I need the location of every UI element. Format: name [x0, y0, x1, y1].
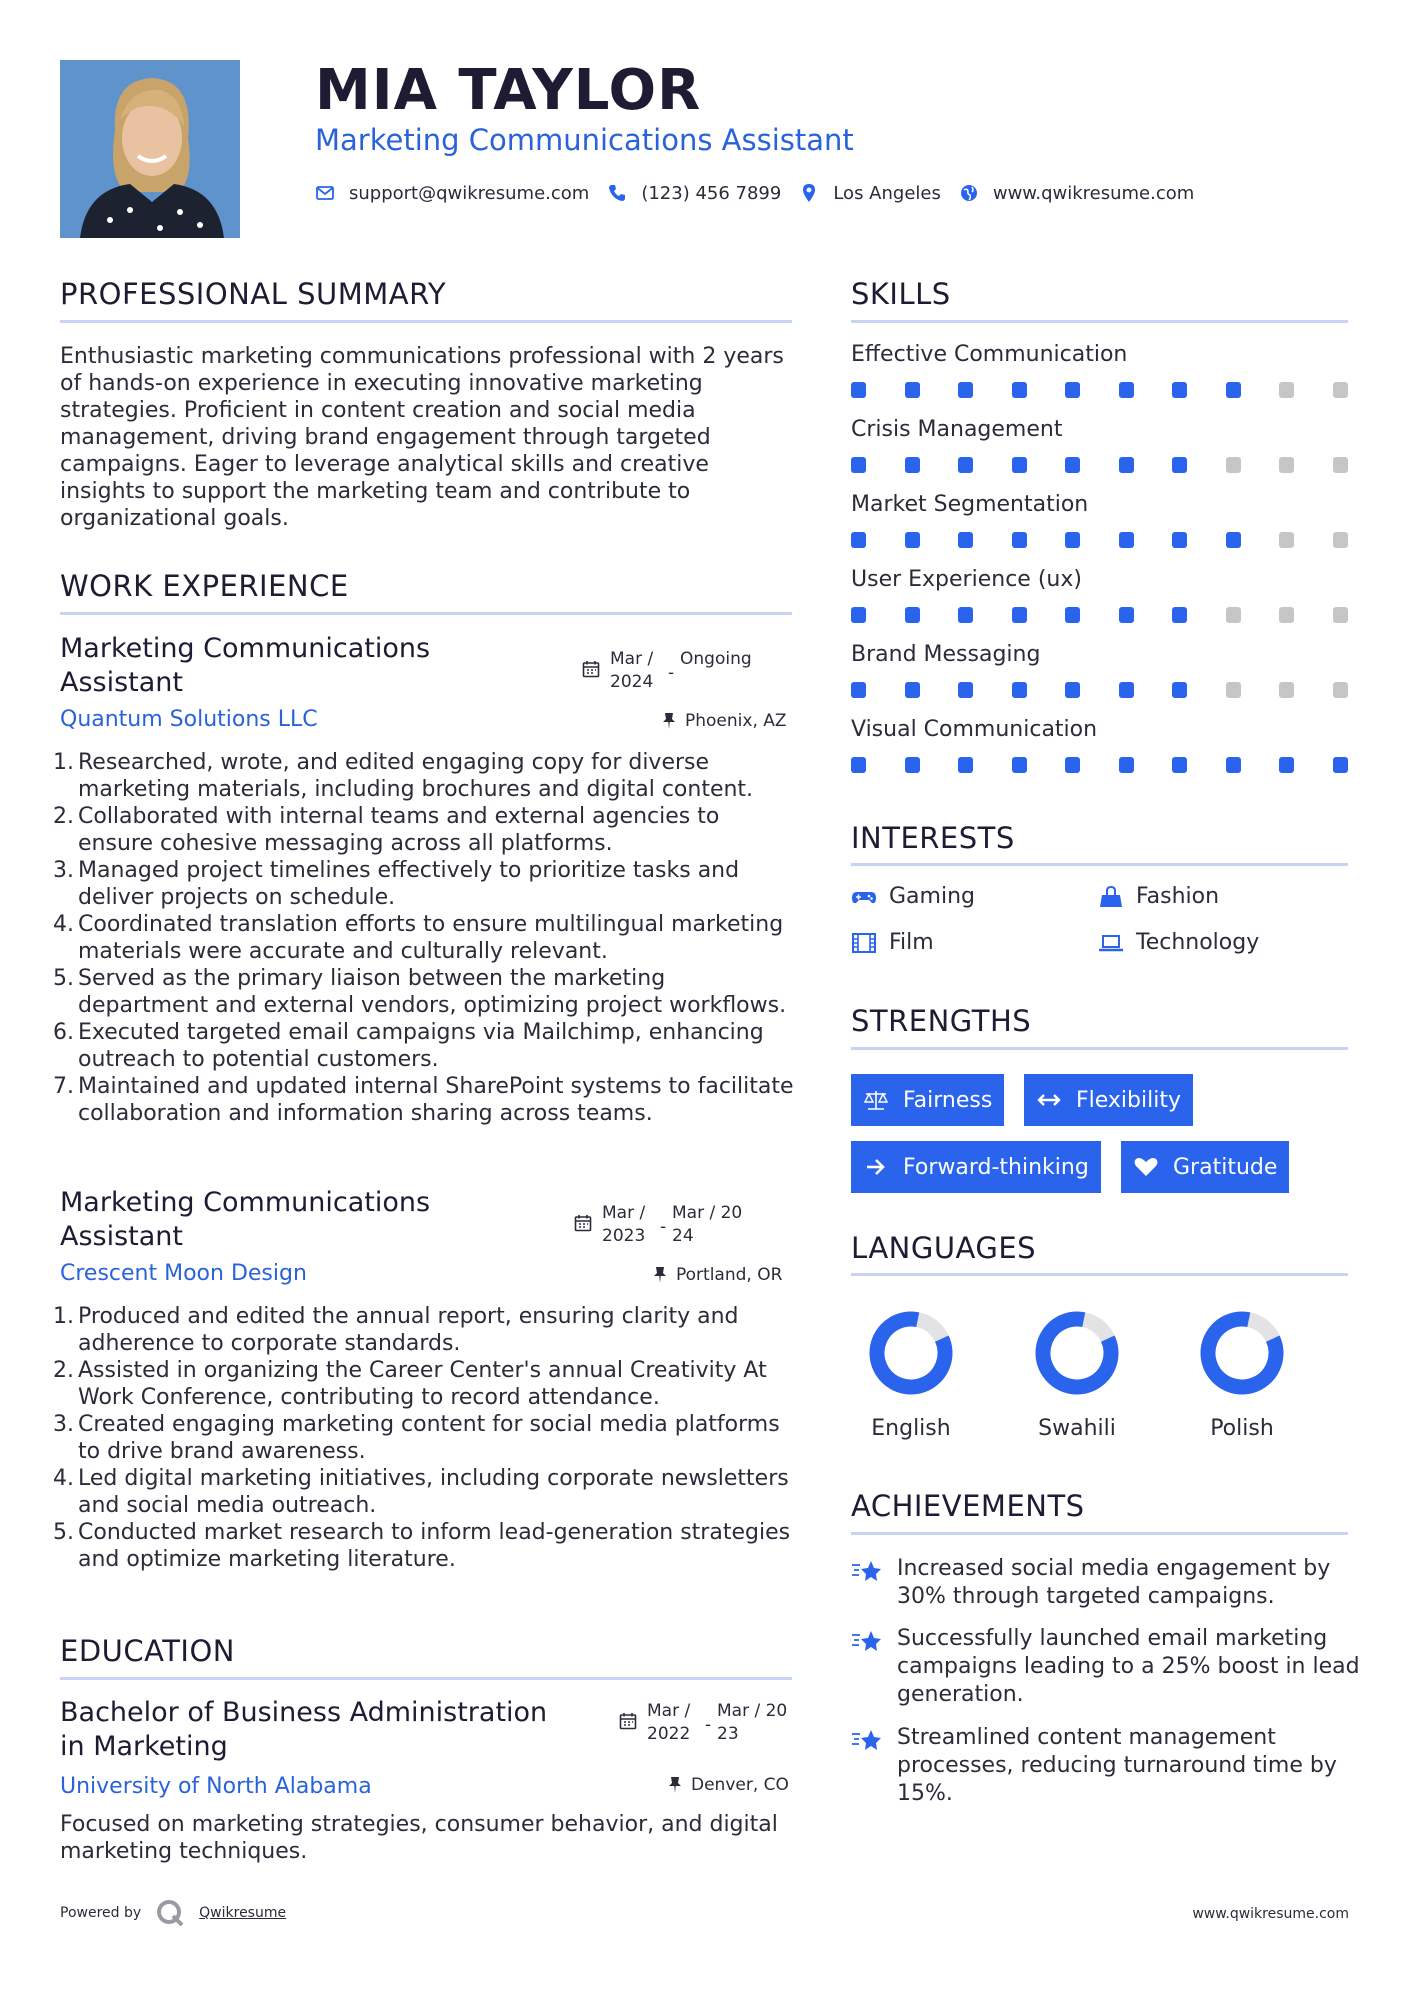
- language-item: [1017, 1310, 1137, 1441]
- job-1-title: Marketing Communications Assistant: [60, 633, 431, 698]
- skill-dot-filled: [1119, 532, 1134, 548]
- skill-rating: [851, 757, 1348, 773]
- strength-badge: Fairness: [851, 1074, 1004, 1126]
- skill-dot-empty: [1333, 607, 1348, 623]
- skill-dot-filled: [1279, 757, 1294, 773]
- list-item: 5. Conducted market research to inform lead-generation strategies and optimize marketing literature.: [53, 1520, 791, 1572]
- job-2-end-date: Mar / 2024: [672, 1203, 743, 1246]
- summary-text: Enthusiastic marketing communications professional with 2 years of hands-on experience in executing innovative marketing strategies. Proficient in content creation and social media management, driving brand engagement through targeted campaigns. Eager to leverage analytical skills and creative insights to support the marketing team and contribute to organizational goals.: [60, 344, 784, 531]
- arrow-right-icon: [863, 1156, 889, 1178]
- skill-dot-filled: [905, 532, 920, 548]
- heart-icon: [1133, 1156, 1159, 1178]
- skill-dot-filled: [1012, 382, 1027, 398]
- interest-item: Film: [851, 930, 934, 955]
- education-description: Focused on marketing strategies, consumer behavior, and digital marketing techniques.: [60, 1812, 778, 1864]
- map-pin-icon: [799, 183, 819, 203]
- experience-divider: [60, 612, 792, 615]
- skill-name: Visual Communication: [851, 717, 1098, 742]
- pushpin-icon: [667, 1776, 683, 1794]
- list-item: 1. Researched, wrote, and edited engaging copy for diverse marketing materials, including brochures and digital content.: [53, 750, 754, 802]
- shopping-bag-icon: [1098, 886, 1124, 908]
- achievement-item: Increased social media engagement by 30% through targeted campaigns.: [851, 1555, 1361, 1611]
- interest-item: Technology: [1098, 930, 1259, 955]
- skill-dot-filled: [958, 757, 973, 773]
- list-item: 3. Managed project timelines effectively to prioritize tasks and deliver projects on schedule.: [53, 858, 740, 910]
- education-location: [667, 1775, 789, 1795]
- skill-dot-filled: [905, 382, 920, 398]
- skill-dot-empty: [1279, 532, 1294, 548]
- skill-dot-empty: [1279, 457, 1294, 473]
- skill-dot-filled: [958, 532, 973, 548]
- date-dash: -: [705, 1715, 712, 1735]
- job-1-start-date: Mar / 2024: [610, 649, 654, 692]
- job-1-bullets: [50, 749, 795, 1127]
- skill-name: Effective Communication: [851, 342, 1128, 367]
- skill-dot-filled: [851, 757, 866, 773]
- school-name[interactable]: University of North Alabama: [60, 1774, 372, 1799]
- contact-email[interactable]: [315, 183, 589, 204]
- contact-row: [315, 178, 1212, 208]
- strengths-divider: [851, 1047, 1348, 1050]
- list-item: 6. Executed targeted email campaigns via Mailchimp, enhancing outreach to potential customers.: [53, 1020, 764, 1072]
- skill-dot-filled: [1172, 532, 1187, 548]
- laptop-icon: [1098, 932, 1124, 954]
- experience-heading: WORK EXPERIENCE: [60, 569, 349, 603]
- ring-fill: [1199, 1310, 1285, 1396]
- languages-divider: [851, 1273, 1348, 1276]
- languages-heading: LANGUAGES: [851, 1231, 1037, 1265]
- film-icon: [851, 932, 877, 954]
- strength-badge: Gratitude: [1121, 1141, 1289, 1193]
- skill-dot-filled: [1012, 532, 1027, 548]
- skill-dot-filled: [851, 532, 866, 548]
- skill-dot-empty: [1333, 682, 1348, 698]
- job-1-company[interactable]: Quantum Solutions LLC: [60, 707, 318, 732]
- skill-rating: [851, 682, 1348, 698]
- ring-fill: [1034, 1310, 1120, 1396]
- skill-dot-empty: [1226, 682, 1241, 698]
- list-item: 1. Produced and edited the annual report, ensuring clarity and adherence to corporate standards.: [53, 1304, 739, 1356]
- skill-dot-filled: [1119, 757, 1134, 773]
- qwikresume-logo-icon: [155, 1898, 185, 1928]
- skill-name: Market Segmentation: [851, 492, 1089, 517]
- skill-dot-filled: [905, 457, 920, 473]
- skill-dot-filled: [1333, 757, 1348, 773]
- achievements-heading: ACHIEVEMENTS: [851, 1489, 1085, 1523]
- gamepad-icon: [851, 886, 877, 908]
- education-divider: [60, 1677, 792, 1680]
- achievement-item: Streamlined content management processes, reducing turnaround time by 15%.: [851, 1724, 1361, 1808]
- skill-dot-filled: [905, 682, 920, 698]
- job-2-location-text: Portland, OR: [676, 1265, 783, 1285]
- skill-dot-filled: [1172, 682, 1187, 698]
- date-dash: -: [660, 1217, 667, 1237]
- language-proficiency-ring: [1199, 1310, 1285, 1396]
- footer-website[interactable]: www.qwikresume.com: [1192, 1906, 1349, 1922]
- job-1-location-text: Phoenix, AZ: [685, 711, 787, 731]
- achievements-divider: [851, 1532, 1348, 1535]
- skill-dot-filled: [1012, 607, 1027, 623]
- envelope-icon: [315, 183, 335, 203]
- interest-item: Gaming: [851, 884, 975, 909]
- skill-dot-filled: [1119, 382, 1134, 398]
- list-item: 7. Maintained and updated internal SharePoint systems to facilitate collaboration and information sharing across teams.: [53, 1074, 794, 1126]
- skill-dot-filled: [1226, 757, 1241, 773]
- skill-dot-empty: [1279, 382, 1294, 398]
- ring-fill: [868, 1310, 954, 1396]
- email-text: support@qwikresume.com: [349, 182, 590, 204]
- job-2-dates: [574, 1202, 748, 1248]
- skill-dot-filled: [851, 382, 866, 398]
- contact-location: [799, 183, 941, 204]
- phone-text: (123) 456 7899: [641, 182, 782, 204]
- job-2-start-date: Mar / 2023: [602, 1203, 646, 1246]
- calendar-icon: [582, 660, 600, 678]
- profile-photo: [60, 60, 240, 238]
- skill-dot-filled: [1226, 382, 1241, 398]
- skill-dot-empty: [1279, 682, 1294, 698]
- strength-badge: Forward-thinking: [851, 1141, 1101, 1193]
- contact-phone[interactable]: [607, 183, 781, 204]
- skill-dot-filled: [1012, 757, 1027, 773]
- job-1-dates: [582, 648, 756, 694]
- interest-item: Fashion: [1098, 884, 1219, 909]
- education-location-text: Denver, CO: [691, 1775, 789, 1795]
- skill-dot-filled: [1065, 532, 1080, 548]
- skill-dot-filled: [1226, 532, 1241, 548]
- list-item: 4. Led digital marketing initiatives, including corporate newsletters and social media outreach.: [53, 1466, 789, 1518]
- strength-badge: Flexibility: [1024, 1074, 1193, 1126]
- list-item: 5. Served as the primary liaison between the marketing department and external vendors, optimizing project workflows.: [53, 966, 787, 1018]
- location-text: Los Angeles: [833, 182, 941, 204]
- skill-dot-filled: [958, 682, 973, 698]
- language-item: [851, 1310, 971, 1441]
- skill-dot-empty: [1226, 457, 1241, 473]
- website-text: www.qwikresume.com: [992, 182, 1195, 204]
- skill-dot-filled: [1065, 757, 1080, 773]
- skill-dot-empty: [1226, 607, 1241, 623]
- pushpin-icon: [661, 712, 677, 730]
- skill-dot-empty: [1279, 607, 1294, 623]
- skill-dot-filled: [1119, 682, 1134, 698]
- strengths-heading: STRENGTHS: [851, 1004, 1032, 1038]
- education-heading: EDUCATION: [60, 1634, 236, 1668]
- skill-dot-filled: [1065, 382, 1080, 398]
- skill-dot-filled: [1119, 457, 1134, 473]
- summary-divider: [60, 320, 792, 323]
- skill-dot-filled: [958, 382, 973, 398]
- skill-dot-empty: [1333, 457, 1348, 473]
- shooting-star-icon: [851, 1726, 883, 1754]
- phone-icon: [607, 183, 627, 203]
- list-item: 2. Collaborated with internal teams and external agencies to ensure cohesive messaging across all platforms.: [53, 804, 720, 856]
- skill-name: Crisis Management: [851, 417, 1063, 442]
- skill-dot-filled: [851, 457, 866, 473]
- job-2-title: Marketing Communications Assistant: [60, 1187, 431, 1252]
- language-proficiency-ring: [1034, 1310, 1120, 1396]
- degree-title: Bachelor of Business Administration in Marketing: [60, 1697, 548, 1762]
- education-start-date: Mar / 2022: [647, 1701, 691, 1744]
- job-1-end-date: Ongoing: [680, 649, 752, 669]
- skill-dot-filled: [1012, 682, 1027, 698]
- list-item: 4. Coordinated translation efforts to ensure multilingual marketing materials were accurate and culturally relevant.: [53, 912, 784, 964]
- skill-dot-filled: [1065, 607, 1080, 623]
- skill-dot-filled: [1172, 607, 1187, 623]
- education-dates: [619, 1700, 793, 1746]
- skill-dot-filled: [1065, 457, 1080, 473]
- job-2-bullets: [50, 1303, 795, 1573]
- skill-dot-filled: [905, 607, 920, 623]
- list-item: 2. Assisted in organizing the Career Center's annual Creativity At Work Conference, contributing to record attendance.: [53, 1358, 767, 1410]
- arrows-horizontal-icon: [1036, 1089, 1062, 1111]
- skill-dot-filled: [1172, 757, 1187, 773]
- education-end-date: Mar / 2023: [717, 1701, 788, 1744]
- skill-dot-filled: [1119, 607, 1134, 623]
- shooting-star-icon: [851, 1557, 883, 1585]
- language-name: Polish: [1210, 1416, 1274, 1441]
- skill-rating: [851, 607, 1348, 623]
- skill-name: User Experience (ux): [851, 567, 1082, 592]
- job-2-company[interactable]: Crescent Moon Design: [60, 1261, 307, 1286]
- skill-rating: [851, 532, 1348, 548]
- skill-dot-filled: [1065, 682, 1080, 698]
- skill-dot-filled: [851, 682, 866, 698]
- skill-dot-filled: [1012, 457, 1027, 473]
- skill-dot-filled: [905, 757, 920, 773]
- pushpin-icon: [652, 1266, 668, 1284]
- globe-icon: [959, 183, 979, 203]
- job-2-location: [652, 1265, 782, 1285]
- skill-name: Brand Messaging: [851, 642, 1041, 667]
- skill-dot-filled: [958, 457, 973, 473]
- achievement-item: Successfully launched email marketing campaigns leading to a 25% boost in lead generation.: [851, 1625, 1361, 1709]
- summary-heading: PROFESSIONAL SUMMARY: [60, 277, 447, 311]
- powered-by-text: Powered by: [60, 1905, 142, 1921]
- calendar-icon: [574, 1214, 592, 1232]
- list-item: 3. Created engaging marketing content for social media platforms to drive brand awareness.: [53, 1412, 780, 1464]
- skill-dot-filled: [1172, 457, 1187, 473]
- job-title-headline: Marketing Communications Assistant: [315, 123, 854, 157]
- skill-dot-empty: [1333, 532, 1348, 548]
- date-dash: -: [668, 663, 675, 683]
- language-proficiency-ring: [868, 1310, 954, 1396]
- scale-icon: [863, 1089, 889, 1111]
- language-item: [1182, 1310, 1302, 1441]
- interests-heading: INTERESTS: [851, 821, 1015, 855]
- skill-rating: [851, 382, 1348, 398]
- language-name: Swahili: [1038, 1416, 1116, 1441]
- qwikresume-link[interactable]: Qwikresume: [199, 1905, 287, 1921]
- skill-dot-filled: [851, 607, 866, 623]
- calendar-icon: [619, 1712, 637, 1730]
- skill-dot-filled: [1172, 382, 1187, 398]
- candidate-name: MIA TAYLOR: [315, 58, 702, 123]
- shooting-star-icon: [851, 1627, 883, 1655]
- skills-divider: [851, 320, 1348, 323]
- contact-website[interactable]: [959, 183, 1194, 204]
- interests-divider: [851, 863, 1348, 866]
- job-1-location: [661, 711, 787, 731]
- footer-powered-by: [60, 1898, 286, 1928]
- skill-rating: [851, 457, 1348, 473]
- skills-heading: SKILLS: [851, 277, 951, 311]
- skill-dot-filled: [958, 607, 973, 623]
- skill-dot-empty: [1333, 382, 1348, 398]
- language-name: English: [871, 1416, 951, 1441]
